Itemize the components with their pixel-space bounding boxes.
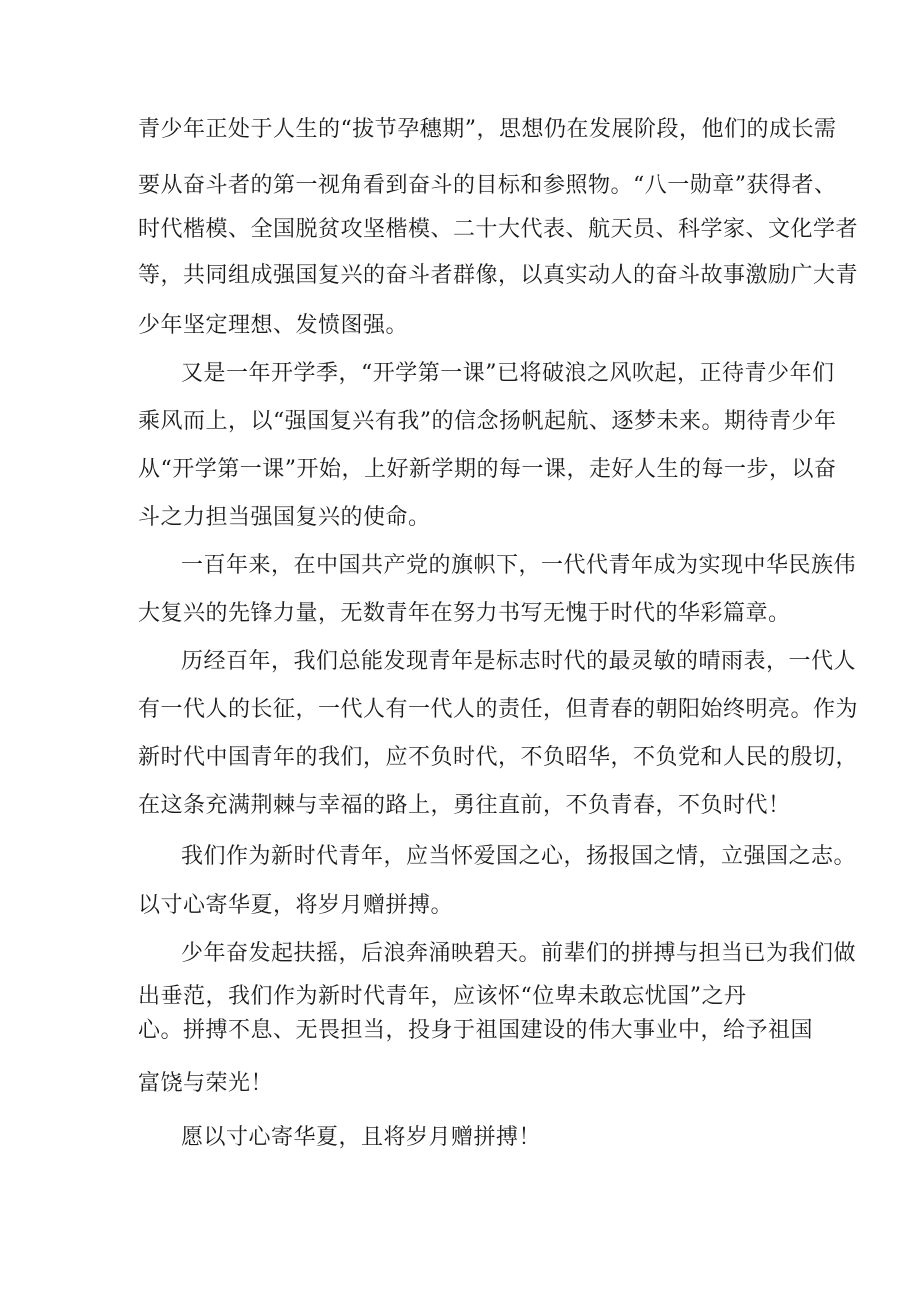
paragraph-line: 少年坚定理想、发愤图强。 xyxy=(138,313,409,338)
paragraph-line: 少年奋发起扶摇，后浪奔涌映碧天。前辈们的拼搏与担当已为我们做 xyxy=(181,941,857,966)
paragraph-line: 心。拼搏不息、无畏担当，投身于祖国建设的伟大事业中，给予祖国 xyxy=(138,1018,814,1043)
paragraph-line: 新时代中国青年的我们，应不负时代，不负昭华，不负党和人民的殷切， xyxy=(138,745,859,770)
paragraph-line: 时代楷模、全国脱贫攻坚楷模、二十大代表、航天员、科学家、文化学者 xyxy=(138,217,859,242)
paragraph-line: 斗之力担当强国复兴的使命。 xyxy=(138,505,431,530)
paragraph-line: 富饶与荣光！ xyxy=(138,1071,274,1096)
paragraph-line: 一百年来，在中国共产党的旗帜下，一代代青年成为实现中华民族伟 xyxy=(181,553,857,578)
paragraph-line: 又是一年开学季，“开学第一课”已将破浪之风吹起，正待青少年们 xyxy=(181,361,835,386)
paragraph-line: 历经百年，我们总能发现青年是标志时代的最灵敏的晴雨表，一代人 xyxy=(181,649,857,674)
paragraph-line: 大复兴的先锋力量，无数青年在努力书写无愧于时代的华彩篇章。 xyxy=(138,601,791,626)
paragraph-line: 出垂范，我们作为新时代青年，应该怀“位卑未敢忘忧国”之丹 xyxy=(138,984,747,1009)
paragraph-line: 愿以寸心寄华夏，且将岁月赠拼搏！ xyxy=(181,1125,542,1150)
paragraph-line: 乘风而上，以“强国复兴有我”的信念扬帆起航、逐梦未来。期待青少年 xyxy=(138,409,837,434)
paragraph-line: 以寸心寄华夏，将岁月赠拼搏。 xyxy=(138,893,454,918)
paragraph-line: 青少年正处于人生的“拔节孕穗期”，思想仍在发展阶段，他们的成长需 xyxy=(138,117,837,142)
paragraph-line: 等，共同组成强国复兴的奋斗者群像，以真实动人的奋斗故事激励广大青 xyxy=(138,263,859,288)
paragraph-line: 有一代人的长征，一代人有一代人的责任，但青春的朝阳始终明亮。作为 xyxy=(138,697,859,722)
paragraph-line: 在这条充满荆棘与幸福的路上，勇往直前，不负青春，不负时代！ xyxy=(138,793,791,818)
paragraph-line: 从“开学第一课”开始，上好新学期的每一课，走好人生的每一步，以奋 xyxy=(138,457,837,482)
paragraph-line: 我们作为新时代青年，应当怀爱国之心，扬报国之情，立强国之志。 xyxy=(181,844,857,869)
paragraph-line: 要从奋斗者的第一视角看到奋斗的目标和参照物。“八一勋章”获得者、 xyxy=(138,173,837,198)
